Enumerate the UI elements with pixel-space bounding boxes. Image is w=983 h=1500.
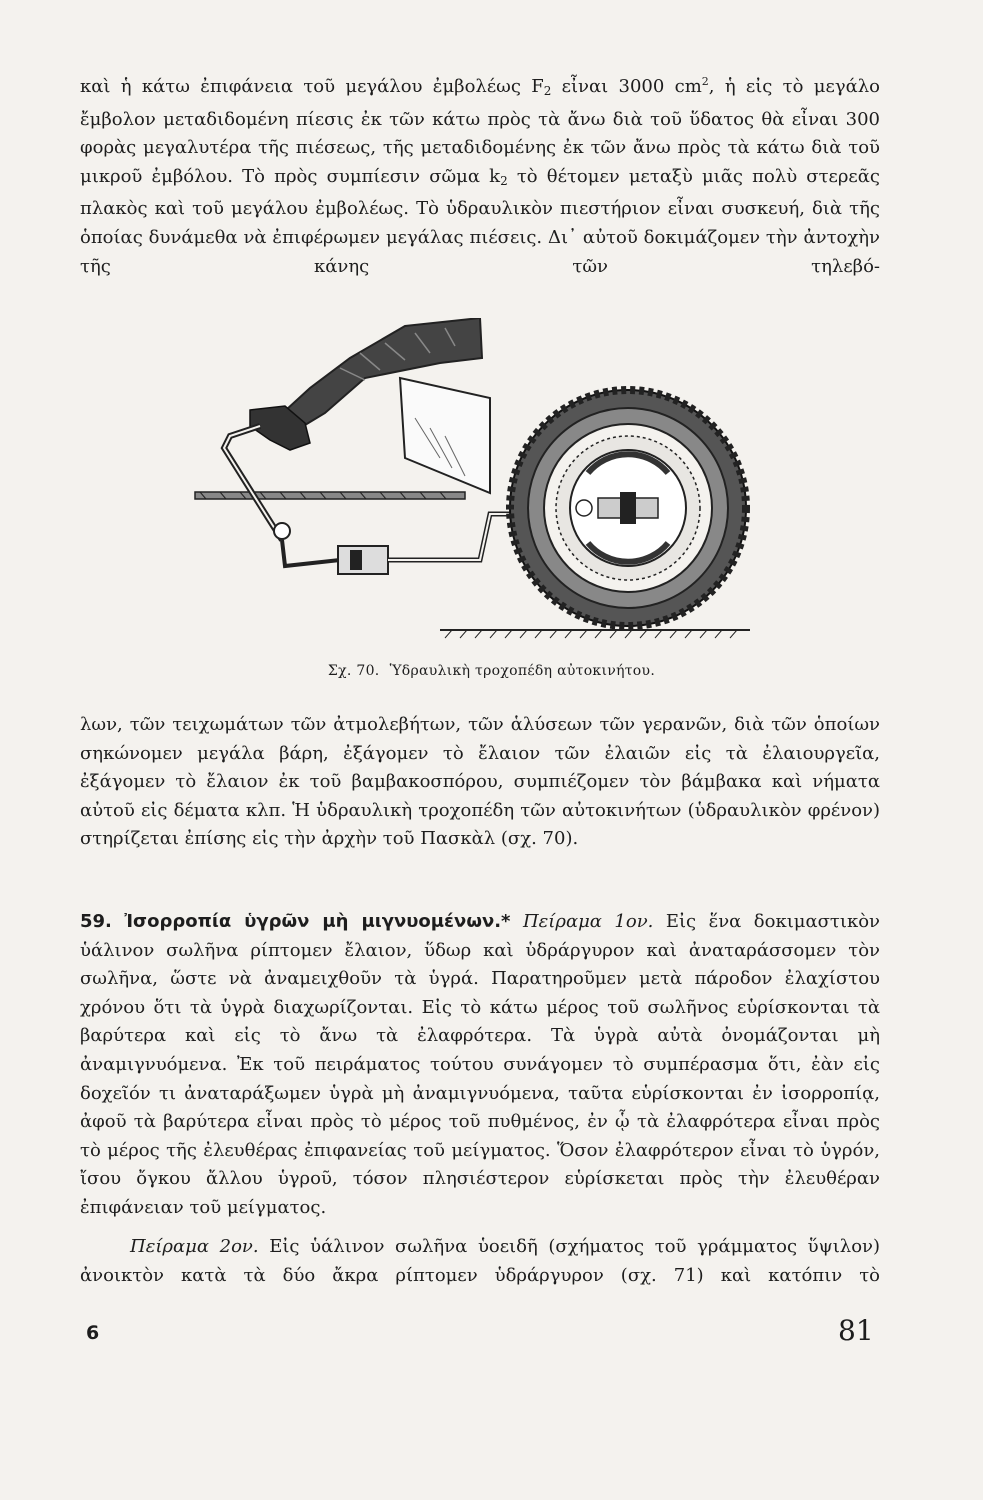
section-title: Ἰσορροπία ὑγρῶν μὴ μιγνυομένων.* [124,911,511,932]
text-run: εἶναι 3000 cm [551,76,702,97]
push-rod [282,540,340,566]
subscript: 2 [500,173,508,188]
master-cylinder [338,546,388,574]
experiment-label: Πείραμα 2ον. [130,1236,259,1257]
paragraph-text: Εἰς ὑάλινον σωλῆνα ὑοειδῆ (σχήματος τοῦ γράμματος ὕψιλον) ἀνοικτὸν κατὰ τὰ δύο ἄκρα ρίπτομεν ὑδράργυρον (σχ. 71) καὶ κατόπιν τὸ [80,1236,880,1286]
sheet-number: 6 [86,1322,100,1344]
paragraph [80,1233,880,1290]
pivot-icon [274,523,290,539]
section-paragraph [80,908,880,1223]
hydraulic-brake-illustration [190,318,790,653]
text-run: καὶ ἡ κάτω ἐπιφάνεια τοῦ μεγάλου ἐμβολέως F [80,76,544,97]
subscript: 2 [543,84,552,98]
experiment-label: Πείραμα 1ον. [522,911,654,932]
section-number: 59. [80,911,112,932]
wheel [510,390,746,626]
paragraph: λων, τῶν τειχωμάτων τῶν ἀτμολεβήτων, τῶν ἁλύσεων τῶν γερανῶν, διὰ τῶν ὁποίων σηκώνομεν μεγάλα βάρη, ἐξάγομεν τὸ ἔλαιον τῶν ἐλαιῶν εἰς τὰ ἐλαιουργεῖα, ἐξάγομεν τὸ ἔλαιον ἐκ τοῦ βαμβακοσπόρου, συμπιέζομεν τὸν βάμβακα καὶ νήματα αὐτοῦ εἰς δέματα κλπ. Ἡ ὑδραυλικὴ τροχοπέδη τῶν αὐτοκινήτων (ὑδραυλικὸν φρένον) στηρίζεται ἐπίσης εἰς τὴν ἀρχὴν τοῦ Πασκὰλ (σχ. 70). [80,714,880,850]
figure-caption [0,663,983,679]
text-run: τὸ θέτομεν μεταξὺ μιᾶς πολὺ στερεᾶς πλακὸς καὶ τοῦ μεγάλου ἐμβολέως. Τὸ ὑδραυλικὸν πιεστήριον εἶναι συσκευή, διὰ τῆς ὁποίας δυνάμεθα νὰ ἐπιφέρωμεν μεγάλας πιέσεις. Δι᾿ αὐτοῦ δοκιμάζομεν τὴν ἀντοχὴν τῆς κάνης τῶν τηλεβό- [80,165,880,277]
pedal-arm [224,426,282,540]
figure-caption-text: Ὑδραυλικὴ τροχοπέδη αὐτοκινήτου. [389,663,656,679]
text-run: , ἡ εἰς τὸ μεγάλο ἔμβολον μεταδιδομένη πίεσις ἐκ τῶν κάτω πρὸς τὰ ἄνω διὰ τοῦ ὕδατος θὰ εἶναι 300 φορὰς μεγαλυτέρα τῆς πιέσεως, τῆς μεταδιδομένης ἐκ τῶν ἄνω πρὸς τὰ κάτω διὰ τοῦ μικροῦ ἐμβόλου. Τὸ πρὸς συμπίεσιν σῶμα k [80,76,880,187]
section-text: Εἰς ἕνα δοκιμαστικὸν ὑάλινον σωλῆνα ρίπτομεν ἔλαιον, ὕδωρ καὶ ὑδράργυρον καὶ ἀναταράσσομεν τὸν σωλῆνα, ὥστε νὰ ἀναμειχθοῦν τὰ ὑγρά. Παρατηροῦμεν μετὰ πάροδον ἐλαχίστου χρόνου ὅτι τὰ ὑγρὰ διαχωρίζονται. Εἰς τὸ κάτω μέρος τοῦ σωλῆνος εὑρίσκονται τὰ βαρύτερα καὶ εἰς τὸ ἄνω τὰ ἐλαφρότερα. Τὰ ὑγρὰ αὐτὰ ὀνομάζονται μὴ ἀναμιγνυόμενα. Ἐκ τοῦ πειράματος τούτου συνάγομεν τὸ συμπέρασμα ὅτι, ἐὰν εἰς δοχεῖόν τι ἀναταράξωμεν ὑγρὰ μὴ ἀναμιγνυόμενα, ταῦτα εὑρίσκονται ἐν ἰσορροπίᾳ, ἀφοῦ τὰ βαρύτερα εἶναι πρὸς τὸ μέρος τοῦ πυθμένος, ἐν ᾧ τὰ ἐλαφρότερα εἶναι πρὸς τὸ μέρος τῆς ἐλευθέρας ἐπιφανείας τοῦ μείγματος. Ὅσον ἐλαφρότερον εἶναι τὸ ὑγρόν, ἴσου ὄγκου ἄλλου ὑγροῦ, τόσον πλησιέστερον εὑρίσκεται πρὸς τὴν ἐλευθέραν ἐπιφάνειαν τοῦ μείγματος. [80,911,880,1218]
seat-panel [400,378,490,493]
paragraph-continuation [80,68,880,281]
superscript: 2 [701,75,709,88]
figure-number: Σχ. 70. [327,663,380,679]
page-number: 81 [838,1314,874,1347]
